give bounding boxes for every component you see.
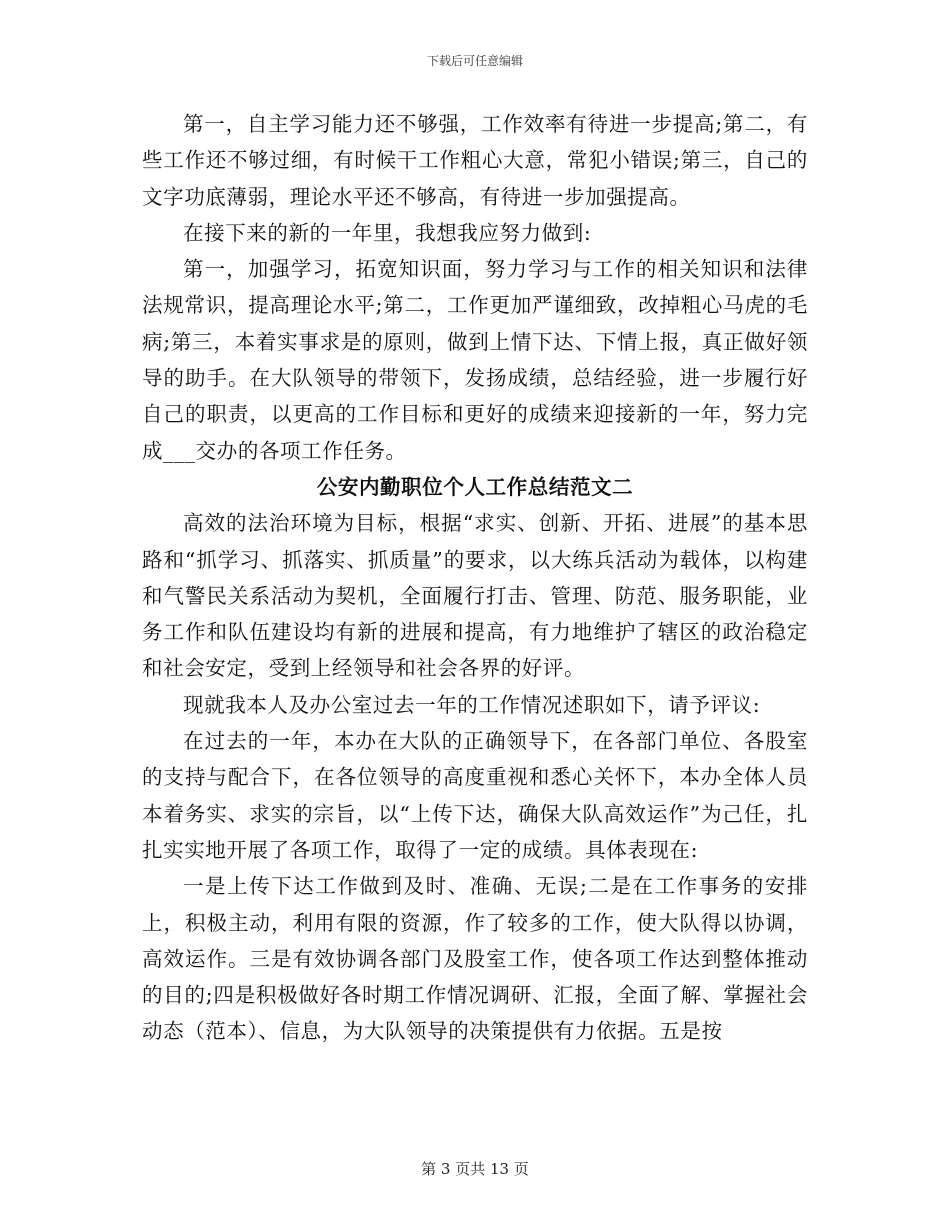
- paragraph: 第一，自主学习能力还不够强，工作效率有待进一步提高;第二，有些工作还不够过细，有时候干工作粗心大意，常犯小错误;第三，自己的文字功底薄弱，理论水平还不够高，有待进一步加强提高。: [142, 112, 808, 209]
- page-number: 第 3 页共 13 页: [421, 1160, 529, 1178]
- paragraph: 高效的法治环境为目标，根据“求实、创新、开拓、进展”的基本思路和“抓学习、抓落实、抓质量”的要求，以大练兵活动为载体，以构建和气警民关系活动为契机，全面履行打击、管理、防范、服务职能，业务工作和队伍建设均有新的进展和提高，有力地维护了辖区的政治稳定和社会安定，受到上经领导和社会各界的好评。: [142, 511, 808, 681]
- document-body: [142, 106, 808, 1050]
- page-header: 下载后可任意编辑: [426, 54, 523, 68]
- section-heading: 公安内勤职位个人工作总结范文二: [316, 474, 634, 499]
- paragraph: 第一，加强学习，拓宽知识面，努力学习与工作的相关知识和法律法规常识，提高理论水平;第二，工作更加严谨细致，改掉粗心马虎的毛病;第三，本着实事求是的原则，做到上情下达、下情上报，真正做好领导的助手。在大队领导的带领下，发扬成绩，总结经验，进一步履行好自己的职责，以更高的工作目标和更好的成绩来迎接新的一年，努力完成___交办的各项工作任务。: [142, 257, 808, 463]
- paragraph: 一是上传下达工作做到及时、准确、无误;二是在工作事务的安排上，积极主动，利用有限的资源，作了较多的工作，使大队得以协调，高效运作。三是有效协调各部门及股室工作，使各项工作达到整体推动的目的;四是积极做好各时期工作情况调研、汇报，全面了解、掌握社会动态（范本）、信息，为大队领导的决策提供有力依据。五是按: [142, 874, 808, 1044]
- paragraph: 在接下来的新的一年里，我想我应努力做到:: [183, 220, 592, 245]
- paragraph: 现就我本人及办公室过去一年的工作情况述职如下，请予评议:: [183, 692, 761, 717]
- paragraph: 在过去的一年，本办在大队的正确领导下，在各部门单位、各股室的支持与配合下，在各位领导的高度重视和悉心关怀下，本办全体人员本着务实、求实的宗旨，以“上传下达，确保大队高效运作”为己任，扎扎实实地开展了各项工作，取得了一定的成绩。具体表现在:: [142, 729, 808, 862]
